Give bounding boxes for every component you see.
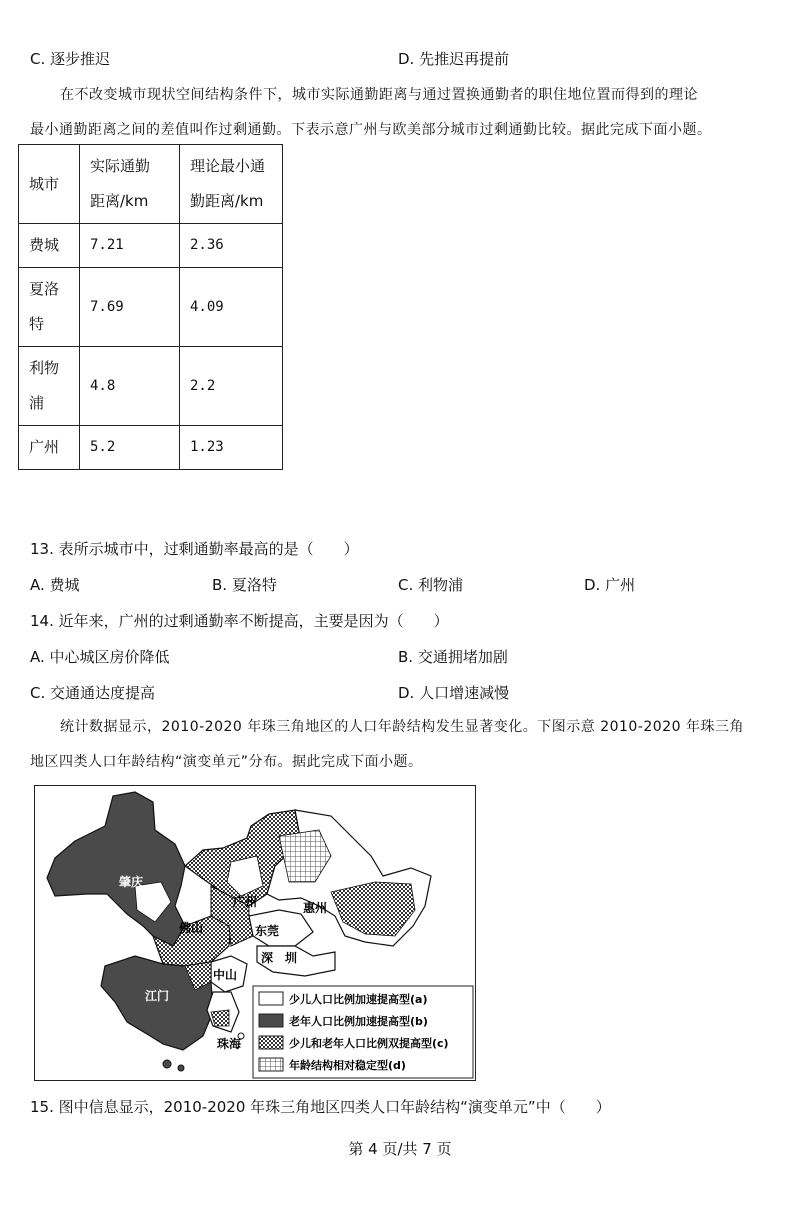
legend-swatch-d xyxy=(259,1058,283,1071)
table-row xyxy=(19,224,283,268)
cell-actual: 5.2 xyxy=(80,426,180,470)
cell-theory: 4.09 xyxy=(180,268,283,347)
q14-stem: 14. 近年来，广州的过剩通勤率不断提高，主要是因为（ ） xyxy=(30,612,449,630)
label-zhaoqing: 肇庆 xyxy=(119,875,144,889)
cell-city: 费城 xyxy=(19,224,80,268)
label-shenzhen: 深 圳 xyxy=(261,951,298,965)
island xyxy=(163,1060,171,1068)
island xyxy=(178,1065,184,1071)
legend-label-a: 少儿人口比例加速提高型(a) xyxy=(289,993,428,1006)
map-svg xyxy=(35,786,475,1080)
table-row xyxy=(19,268,283,347)
option-d: D. 先推迟再提前 xyxy=(398,50,510,68)
header-theory: 理论最小通 勤距离/km xyxy=(180,145,283,224)
legend-swatch-b xyxy=(259,1014,283,1027)
label-foshan: 佛山 xyxy=(179,921,204,935)
intro-line-1: 在不改变城市现状空间结构条件下，城市实际通勤距离与通过置换通勤者的职住地位置而得到的理论 xyxy=(60,87,698,103)
q13-option-b: B. 夏洛特 xyxy=(212,576,277,594)
cell-city: 利物 浦 xyxy=(19,347,80,426)
legend-swatch-c xyxy=(259,1036,283,1049)
cell-actual: 7.69 xyxy=(80,268,180,347)
table-row xyxy=(19,347,283,426)
label-dongguan: 东莞 xyxy=(255,924,280,938)
label-huizhou: 惠州 xyxy=(303,901,328,915)
label-guangzhou: 广州 xyxy=(233,895,258,909)
q14-option-c: C. 交通通达度提高 xyxy=(30,684,156,702)
label-zhuhai: 珠海 xyxy=(217,1037,242,1051)
cell-actual: 7.21 xyxy=(80,224,180,268)
prd-population-map xyxy=(34,785,476,1081)
table-row xyxy=(19,426,283,470)
option-c: C. 逐步推迟 xyxy=(30,50,111,68)
cell-actual: 4.8 xyxy=(80,347,180,426)
page-footer: 第 4 页/共 7 页 xyxy=(348,1140,452,1158)
header-actual: 实际通勤 距离/km xyxy=(80,145,180,224)
q13-option-c: C. 利物浦 xyxy=(398,576,464,594)
header-city: 城市 xyxy=(19,145,80,224)
q14-option-b: B. 交通拥堵加剧 xyxy=(398,648,508,666)
q13-stem: 13. 表所示城市中，过剩通勤率最高的是（ ） xyxy=(30,540,359,558)
table-header-row xyxy=(19,145,283,224)
label-jiangmen: 江门 xyxy=(145,989,170,1003)
cell-theory: 2.36 xyxy=(180,224,283,268)
q14-option-a: A. 中心城区房价降低 xyxy=(30,648,170,666)
intro-line-2: 最小通勤距离之间的差值叫作过剩通勤。下表示意广州与欧美部分城市过剩通勤比较。据此完成下面小题。 xyxy=(30,122,712,138)
legend-swatch-a xyxy=(259,992,283,1005)
q13-option-d: D. 广州 xyxy=(584,576,636,594)
q15-stem: 15. 图中信息显示，2010-2020 年珠三角地区四类人口年龄结构“演变单元”中（ ） xyxy=(30,1098,611,1116)
q14-option-d: D. 人口增速减慢 xyxy=(398,684,510,702)
cell-city: 广州 xyxy=(19,426,80,470)
legend-label-c: 少儿和老年人口比例双提高型(c) xyxy=(289,1037,449,1050)
commute-table xyxy=(18,144,283,470)
map-legend xyxy=(253,986,473,1078)
intro2-line-2: 地区四类人口年龄结构“演变单元”分布。据此完成下面小题。 xyxy=(30,754,423,770)
cell-theory: 2.2 xyxy=(180,347,283,426)
legend-label-b: 老年人口比例加速提高型(b) xyxy=(289,1015,428,1028)
intro2-line-1: 统计数据显示，2010-2020 年珠三角地区的人口年龄结构发生显著变化。下图示意 2010-2020 年珠三角 xyxy=(60,719,744,735)
label-zhongshan: 中山 xyxy=(213,968,238,982)
q13-option-a: A. 费城 xyxy=(30,576,80,594)
legend-label-d: 年龄结构相对稳定型(d) xyxy=(289,1059,406,1072)
cell-theory: 1.23 xyxy=(180,426,283,470)
region-zhaoqing xyxy=(47,792,185,946)
cell-city: 夏洛 特 xyxy=(19,268,80,347)
